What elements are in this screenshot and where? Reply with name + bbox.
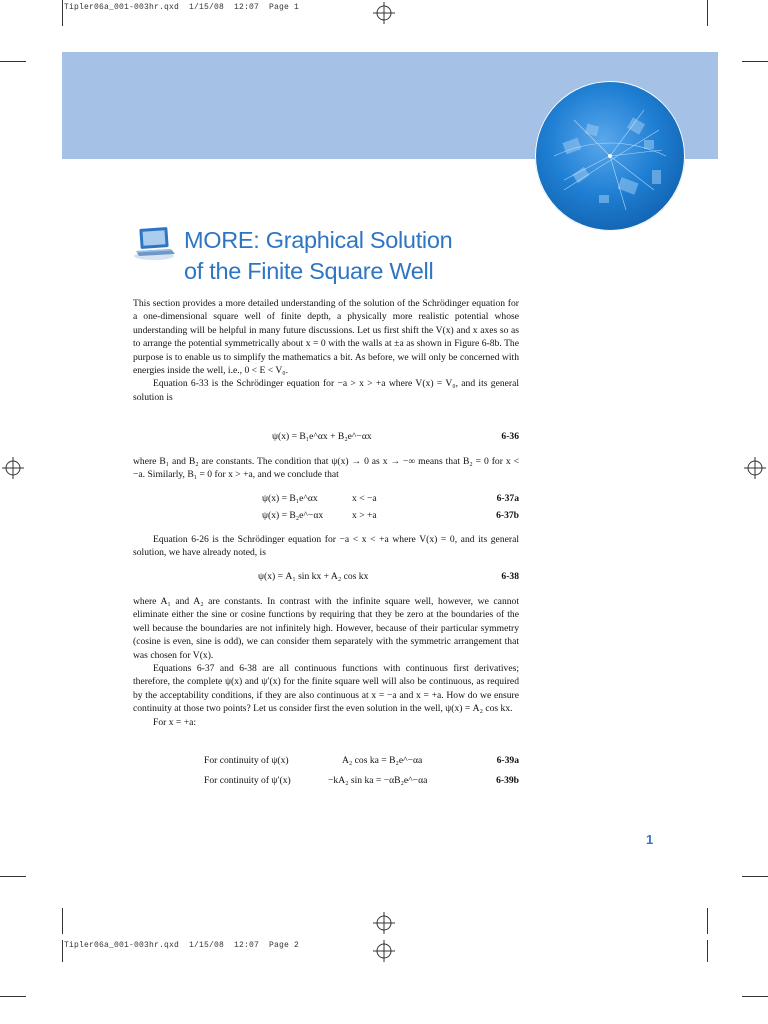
paragraph: where B₁ and B₂ are constants. The condition that ψ(x) → 0 as x → −∞ means that B₂ = 0 for x < −a. Similarly, B₁ = 0 for x > +a, and we conclude that bbox=[133, 456, 519, 481]
section-title bbox=[184, 225, 452, 287]
equation-condition: x > +a bbox=[352, 510, 377, 521]
paragraph: Equation 6-33 is the Schrödinger equation for −a > x > +a where V(x) = V₀, and its general solution is bbox=[133, 378, 519, 403]
paragraph: Equation 6-26 is the Schrödinger equation for −a < x < +a where V(x) = 0, and its general solution, we have already noted, is bbox=[133, 534, 519, 559]
equation: ψ(x) = B₂e^−αx bbox=[262, 510, 324, 521]
equation-number: 6-37a bbox=[496, 493, 519, 504]
equation: ψ(x) = A₁ sin kx + A₂ cos kx bbox=[258, 571, 369, 582]
title-line-2: of the Finite Square Well bbox=[184, 258, 434, 284]
crop-mark bbox=[0, 61, 26, 62]
paragraph: For x = +a: bbox=[153, 716, 197, 728]
crop-mark bbox=[742, 61, 768, 62]
top-slug: Tipler06a_001-003hr.qxd 1/15/08 12:07 Page 1 bbox=[64, 3, 300, 12]
equation-number: 6-39b bbox=[496, 775, 519, 786]
equation-number: 6-36 bbox=[501, 431, 519, 442]
equation: A₂ cos ka = B₂e^−αa bbox=[342, 755, 423, 766]
paragraph: Equations 6-37 and 6-38 are all continuous functions with continuous first derivatives; therefore, the complete ψ(x) and ψ′(x) for the finite square well will also be continuous, as required by the acceptability conditions, if they are also continuous at x = −a and x = +a. How do we ensure continuity at those two points? Let us consider first the even solution in the well, ψ(x) = A₂ cos kx. bbox=[133, 663, 519, 715]
crop-mark bbox=[62, 940, 63, 962]
laptop-icon bbox=[133, 224, 179, 262]
crop-mark bbox=[707, 0, 708, 26]
registration-mark-icon bbox=[2, 457, 24, 479]
crop-mark bbox=[742, 996, 768, 997]
paragraph: This section provides a more detailed understanding of the solution of the Schrödinger equation for a one-dimensional square well of finite depth, a physically more realistic potential whose understanding will be helpful in many future discussions. Let us first shift the V(x) and x axes so as to arrange the potential symmetrically about x = 0 with the walls at ±a as shown in Figure 6-8b. The purpose is to enable us to simplify the mathematics a bit. As before, we will only be concerned with energies inside the well, i.e., 0 < E < V₀. bbox=[133, 298, 519, 377]
equation-condition: x < −a bbox=[352, 493, 377, 504]
equation: ψ(x) = B₁e^αx bbox=[262, 493, 318, 504]
crop-mark bbox=[0, 996, 26, 997]
registration-mark-icon bbox=[373, 940, 395, 962]
crop-mark bbox=[0, 876, 26, 877]
registration-mark-icon bbox=[373, 912, 395, 934]
crop-mark bbox=[742, 876, 768, 877]
bottom-slug: Tipler06a_001-003hr.qxd 1/15/08 12:07 Page 2 bbox=[64, 941, 300, 950]
equation-label: For continuity of ψ(x) bbox=[204, 755, 289, 766]
body-block-4 bbox=[133, 595, 519, 729]
title-line-1: MORE: Graphical Solution bbox=[184, 227, 453, 253]
equation-number: 6-39a bbox=[496, 755, 519, 766]
crop-mark bbox=[707, 908, 708, 934]
equation: ψ(x) = B₁e^αx + B₂e^−αx bbox=[272, 431, 372, 442]
equation-number: 6-37b bbox=[496, 510, 519, 521]
registration-mark-icon bbox=[744, 457, 766, 479]
crop-mark bbox=[62, 0, 63, 26]
body-block-3 bbox=[133, 533, 519, 560]
body-block-2 bbox=[133, 455, 519, 482]
crop-mark bbox=[707, 940, 708, 962]
globe-image bbox=[534, 80, 686, 232]
crop-mark bbox=[62, 908, 63, 934]
equation: −kA₂ sin ka = −αB₂e^−αa bbox=[328, 775, 428, 786]
body-block-1 bbox=[133, 297, 519, 404]
page-number: 1 bbox=[646, 832, 654, 847]
equation-number: 6-38 bbox=[501, 571, 519, 582]
paragraph: where A₁ and A₂ are constants. In contrast with the infinite square well, however, we cannot eliminate either the sine or cosine functions by requiring that they be zero at the boundaries of the well because the boundaries are not infinitely high. However, because of their particular symmetry (cosine is even, sine is odd), we can consider them separately with the symmetric arrangement that was chosen for V(x). bbox=[133, 596, 519, 661]
registration-mark-icon bbox=[373, 2, 395, 24]
equation-label: For continuity of ψ′(x) bbox=[204, 775, 291, 786]
